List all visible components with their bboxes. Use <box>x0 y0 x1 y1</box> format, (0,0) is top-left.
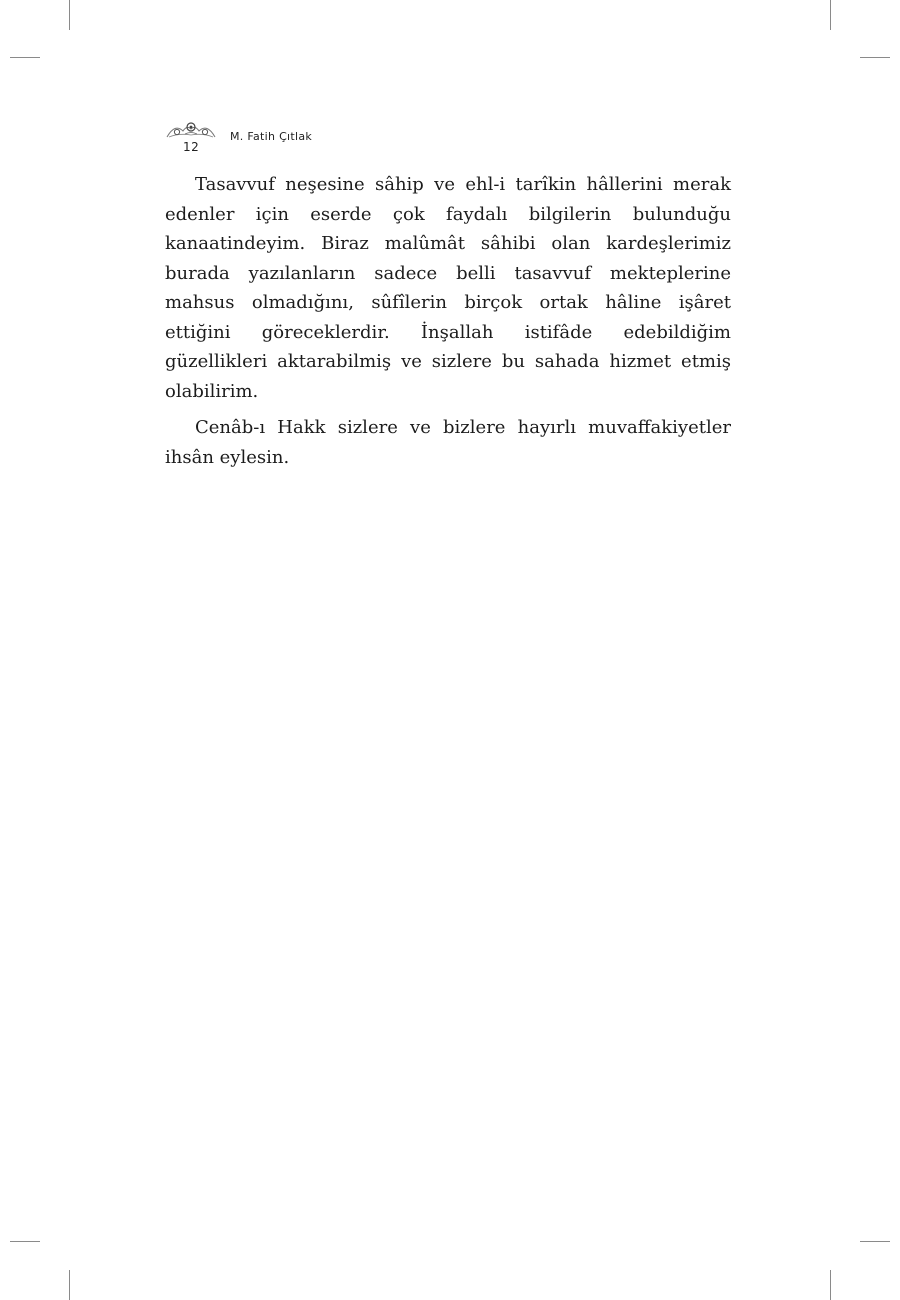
crop-mark-bottom-right <box>830 1270 831 1300</box>
crop-mark-top-right <box>830 0 831 30</box>
page-header <box>165 119 735 159</box>
crop-mark-top-left <box>69 0 70 30</box>
paragraph: Tasavvuf neşesine sâhip ve ehl-i tarîkin hâllerini merak edenler için eserde çok faydalı bilgilerin bulunduğu kanaatindeyim. Biraz malûmât sâhibi olan kardeşlerimiz burada yazılanların sadece belli tasavvuf mekteplerine mahsus olmadığını, sûfîlerin birçok ortak hâline işâret ettiğini göreceklerdir. İnşallah istifâde edebildiğim güzellikleri aktarabilmiş ve sizlere bu sahada hizmet etmiş olabilirim. <box>165 174 731 402</box>
crop-mark-right-top <box>860 57 890 58</box>
crop-mark-right-bottom <box>860 1241 890 1242</box>
body-text <box>165 170 731 479</box>
crop-mark-left-bottom <box>10 1241 40 1242</box>
crop-mark-left-top <box>10 57 40 58</box>
crop-mark-bottom-left <box>69 1270 70 1300</box>
paragraph: Cenâb-ı Hakk sizlere ve bizlere hayırlı muvaffakiyetler ihsân eylesin. <box>165 417 731 468</box>
running-head-author: M. Fatih Çıtlak <box>230 130 313 143</box>
page-number: 12 <box>183 140 200 154</box>
